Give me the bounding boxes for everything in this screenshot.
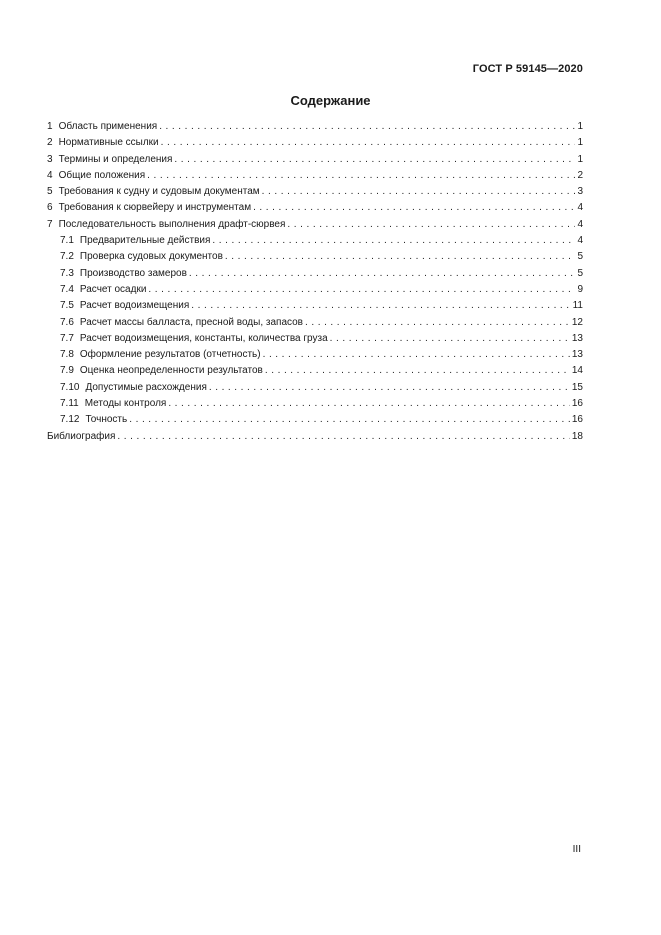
toc-entry-number: 2 [47,137,53,149]
toc-entry-title: Требования к судну и судовым документам [58,186,260,198]
toc-entry[interactable] [47,217,583,233]
toc-entry-page: 4 [577,235,583,247]
toc-leader-dots [225,249,576,265]
toc-leader-dots [174,152,575,168]
toc-entry[interactable] [47,233,583,249]
toc-entry-number: 7.8 [60,349,74,361]
toc-entry-number: 3 [47,153,53,165]
toc-entry-page: 16 [571,414,583,426]
toc-leader-dots [168,396,570,412]
toc-leader-dots [159,119,575,135]
toc-leader-dots [161,135,576,151]
toc-entry[interactable] [47,331,583,347]
toc-entry[interactable] [47,135,583,151]
toc-entry[interactable] [47,412,583,428]
toc-entry-page: 15 [571,381,583,393]
toc-entry[interactable] [47,298,583,314]
toc-entry-title: Точность [85,414,128,426]
toc-entry[interactable] [47,396,583,412]
toc-entry-page: 18 [571,430,583,442]
toc-leader-dots [147,168,575,184]
toc-leader-dots [129,412,570,428]
toc-entry-page: 16 [571,398,583,410]
toc-entry-page: 11 [572,300,583,312]
toc-entry-title: Расчет водоизмещения, константы, количества груза [79,332,328,344]
toc-entry-number: 7.6 [60,316,74,328]
toc-entry-number: 4 [47,169,53,181]
toc-leader-dots [148,282,575,298]
toc-entry-number: 7.11 [60,398,79,410]
toc-entry[interactable] [47,282,583,298]
toc-entry-page: 1 [577,121,583,132]
toc-entry-number: 7 [47,218,53,230]
toc-entry-page: 4 [577,218,583,230]
toc-entry-title: Предварительные действия [79,235,211,247]
toc-leader-dots [265,363,570,379]
toc-entry-title: Требования к сюрвейеру и инструментам [58,202,252,214]
toc-entry-number: 7.7 [60,332,74,344]
toc-entry[interactable] [47,347,583,363]
toc-entry-title: Расчет массы балласта, пресной воды, запасов [79,316,303,328]
toc-entry[interactable] [47,119,583,135]
toc-entry-title: Расчет водоизмещения [79,300,190,312]
toc-entry[interactable] [47,429,583,445]
toc-entry-page: 5 [577,251,583,263]
toc-entry[interactable] [47,266,583,282]
toc-entry-number: 7.10 [60,381,80,393]
toc-entry-number: 5 [47,186,53,198]
page-number: III [572,844,581,855]
toc-leader-dots [191,298,570,314]
toc-entry[interactable] [47,168,583,184]
toc-leader-dots [212,233,575,249]
toc-entry-page: 9 [577,283,583,295]
toc-leader-dots [117,429,569,445]
toc-entry-page: 14 [571,365,583,377]
toc-entry[interactable] [47,249,583,265]
toc-entry-title: Общие положения [58,169,146,181]
toc-entry-number: 6 [47,202,53,214]
toc-title: Содержание [290,93,371,108]
toc-leader-dots [189,266,576,282]
toc-entry-page: 1 [577,137,583,149]
toc-entry[interactable] [47,315,583,331]
toc-entry-number: 7.12 [60,414,80,426]
toc-entry-title: Производство замеров [79,267,187,279]
toc-entry-page: 4 [577,202,583,214]
toc-entry-number: 7.5 [60,300,74,312]
toc-entry-title: Проверка судовых документов [79,251,223,263]
toc-entry-title: Методы контроля [84,398,167,410]
toc-entry-title: Оформление результатов (отчетность) [79,349,261,361]
toc-leader-dots [305,315,570,331]
toc-entry-title: Последовательность выполнения драфт-сюрвея [58,218,286,230]
toc-entry-title: Библиография [47,430,116,442]
toc-entry-number: 7.9 [60,365,74,377]
toc-entry-title: Оценка неопределенности результатов [79,365,263,377]
toc-entry-number: 1 [47,121,53,132]
document-code: ГОСТ Р 59145—2020 [472,63,583,75]
toc-leader-dots [262,184,576,200]
toc-entry-page: 2 [577,169,583,181]
toc-entry[interactable] [47,200,583,216]
toc-entry[interactable] [47,380,583,396]
table-of-contents [47,119,583,445]
toc-leader-dots [209,380,570,396]
toc-leader-dots [330,331,570,347]
toc-entry[interactable] [47,184,583,200]
toc-entry-page: 1 [577,153,583,165]
toc-entry[interactable] [47,363,583,379]
toc-entry-title: Термины и определения [58,153,173,165]
toc-entry-number: 7.1 [60,235,74,247]
toc-entry-title: Допустимые расхождения [85,381,207,393]
toc-entry-page: 3 [577,186,583,198]
toc-entry-number: 7.3 [60,267,74,279]
toc-entry-page: 13 [571,332,583,344]
toc-entry-page: 5 [577,267,583,279]
toc-entry-number: 7.4 [60,283,74,295]
toc-entry-number: 7.2 [60,251,74,263]
toc-entry[interactable] [47,152,583,168]
toc-entry-title: Расчет осадки [79,283,147,295]
toc-leader-dots [287,217,575,233]
toc-entry-title: Нормативные ссылки [58,137,159,149]
toc-entry-title: Область применения [58,121,158,132]
toc-entry-page: 13 [571,349,583,361]
toc-entry-page: 12 [571,316,583,328]
toc-leader-dots [253,200,575,216]
toc-leader-dots [263,347,570,363]
